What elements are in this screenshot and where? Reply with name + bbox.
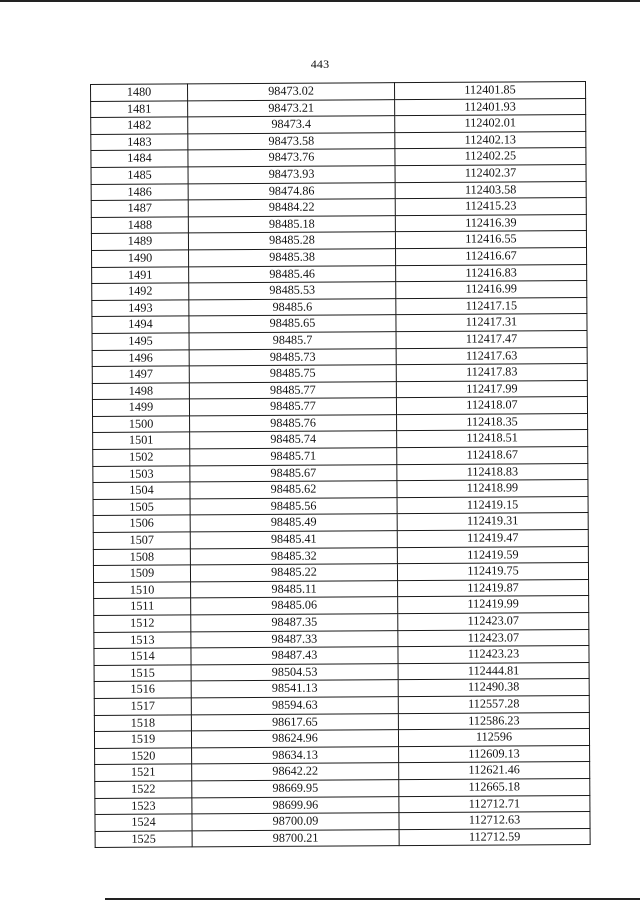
x-coordinate-cell: 98485.38: [189, 249, 396, 267]
point-number-cell: 1505: [93, 499, 190, 516]
point-number-cell: 1506: [93, 515, 190, 532]
y-coordinate-cell: 112712.71: [399, 795, 590, 813]
point-number-cell: 1525: [95, 831, 192, 848]
y-coordinate-cell: 112416.55: [395, 231, 586, 249]
point-number-cell: 1507: [93, 532, 190, 549]
y-coordinate-cell: 112402.13: [395, 131, 586, 149]
y-coordinate-cell: 112417.99: [396, 380, 587, 398]
table-row: [95, 828, 590, 848]
point-number-cell: 1498: [92, 383, 189, 400]
x-coordinate-cell: 98642.22: [192, 763, 399, 781]
point-number-cell: 1484: [91, 150, 188, 167]
y-coordinate-cell: 112557.28: [398, 695, 589, 713]
x-coordinate-cell: 98485.11: [191, 580, 398, 598]
x-coordinate-cell: 98699.96: [192, 796, 399, 814]
y-coordinate-cell: 112423.23: [398, 646, 589, 664]
x-coordinate-cell: 98485.73: [189, 348, 396, 366]
coordinates-table: [90, 81, 591, 848]
x-coordinate-cell: 98485.06: [191, 597, 398, 615]
y-coordinate-cell: 112586.23: [398, 712, 589, 730]
x-coordinate-cell: 98617.65: [191, 713, 398, 731]
y-coordinate-cell: 112423.07: [398, 612, 589, 630]
y-coordinate-cell: 112418.99: [397, 480, 588, 498]
x-coordinate-cell: 98473.4: [188, 116, 395, 134]
point-number-cell: 1499: [92, 399, 189, 416]
y-coordinate-cell: 112596: [398, 729, 589, 747]
x-coordinate-cell: 98485.74: [190, 431, 397, 449]
x-coordinate-cell: 98624.96: [191, 730, 398, 748]
y-coordinate-cell: 112444.81: [398, 662, 589, 680]
x-coordinate-cell: 98700.21: [192, 829, 399, 847]
x-coordinate-cell: 98485.56: [190, 497, 397, 515]
y-coordinate-cell: 112402.37: [395, 164, 586, 182]
x-coordinate-cell: 98473.76: [188, 149, 395, 167]
point-number-cell: 1487: [91, 200, 188, 217]
y-coordinate-cell: 112417.47: [396, 330, 587, 348]
point-number-cell: 1515: [94, 665, 191, 682]
y-coordinate-cell: 112419.75: [397, 563, 588, 581]
point-number-cell: 1504: [93, 482, 190, 499]
x-coordinate-cell: 98485.71: [190, 448, 397, 466]
point-number-cell: 1482: [91, 117, 188, 134]
y-coordinate-cell: 112419.47: [397, 529, 588, 547]
y-coordinate-cell: 112621.46: [399, 762, 590, 780]
x-coordinate-cell: 98485.49: [190, 514, 397, 532]
y-coordinate-cell: 112418.83: [397, 463, 588, 481]
point-number-cell: 1508: [93, 549, 190, 566]
x-coordinate-cell: 98700.09: [192, 813, 399, 831]
point-number-cell: 1502: [93, 449, 190, 466]
y-coordinate-cell: 112712.63: [399, 812, 590, 830]
point-number-cell: 1490: [92, 250, 189, 267]
point-number-cell: 1486: [91, 183, 188, 200]
point-number-cell: 1496: [92, 349, 189, 366]
y-coordinate-cell: 112402.01: [395, 115, 586, 133]
point-number-cell: 1483: [91, 134, 188, 151]
y-coordinate-cell: 112418.35: [397, 413, 588, 431]
x-coordinate-cell: 98485.41: [190, 531, 397, 549]
y-coordinate-cell: 112418.51: [397, 430, 588, 448]
point-number-cell: 1491: [92, 266, 189, 283]
y-coordinate-cell: 112417.15: [396, 297, 587, 315]
x-coordinate-cell: 98634.13: [192, 746, 399, 764]
y-coordinate-cell: 112419.87: [398, 579, 589, 597]
y-coordinate-cell: 112419.59: [397, 546, 588, 564]
x-coordinate-cell: 98485.7: [189, 332, 396, 350]
point-number-cell: 1500: [93, 416, 190, 433]
x-coordinate-cell: 98485.6: [189, 298, 396, 316]
y-coordinate-cell: 112416.67: [396, 247, 587, 265]
point-number-cell: 1503: [93, 466, 190, 483]
y-coordinate-cell: 112403.58: [395, 181, 586, 199]
y-coordinate-cell: 112712.59: [399, 828, 590, 846]
x-coordinate-cell: 98485.46: [189, 265, 396, 283]
y-coordinate-cell: 112418.67: [397, 447, 588, 465]
y-coordinate-cell: 112418.07: [396, 397, 587, 415]
point-number-cell: 1513: [94, 631, 191, 648]
point-number-cell: 1519: [94, 731, 191, 748]
point-number-cell: 1488: [91, 217, 188, 234]
x-coordinate-cell: 98669.95: [192, 780, 399, 798]
x-coordinate-cell: 98541.13: [191, 680, 398, 698]
x-coordinate-cell: 98485.77: [189, 398, 396, 416]
y-coordinate-cell: 112419.15: [397, 496, 588, 514]
y-coordinate-cell: 112402.25: [395, 148, 586, 166]
x-coordinate-cell: 98485.18: [188, 215, 395, 233]
page-number: 443: [310, 57, 330, 71]
x-coordinate-cell: 98485.77: [189, 381, 396, 399]
point-number-cell: 1495: [92, 333, 189, 350]
x-coordinate-cell: 98485.67: [190, 464, 397, 482]
scan-top-edge: [0, 0, 640, 2]
point-number-cell: 1516: [94, 681, 191, 698]
point-number-cell: 1493: [92, 300, 189, 317]
x-coordinate-cell: 98485.28: [188, 232, 395, 250]
point-number-cell: 1518: [94, 714, 191, 731]
x-coordinate-cell: 98484.22: [188, 199, 395, 217]
point-number-cell: 1521: [95, 764, 192, 781]
y-coordinate-cell: 112416.99: [396, 281, 587, 299]
x-coordinate-cell: 98485.53: [189, 282, 396, 300]
coordinates-table-container: [90, 81, 587, 848]
y-coordinate-cell: 112401.85: [394, 81, 585, 99]
scan-bottom-edge: [105, 898, 640, 900]
point-number-cell: 1522: [95, 781, 192, 798]
point-number-cell: 1492: [92, 283, 189, 300]
point-number-cell: 1494: [92, 316, 189, 333]
x-coordinate-cell: 98485.75: [189, 365, 396, 383]
point-number-cell: 1497: [92, 366, 189, 383]
point-number-cell: 1520: [95, 748, 192, 765]
x-coordinate-cell: 98473.21: [188, 99, 395, 117]
point-number-cell: 1511: [94, 598, 191, 615]
y-coordinate-cell: 112417.83: [396, 364, 587, 382]
y-coordinate-cell: 112419.99: [398, 596, 589, 614]
point-number-cell: 1501: [93, 432, 190, 449]
y-coordinate-cell: 112490.38: [398, 679, 589, 697]
point-number-cell: 1480: [91, 84, 188, 101]
point-number-cell: 1517: [94, 698, 191, 715]
y-coordinate-cell: 112609.13: [399, 745, 590, 763]
x-coordinate-cell: 98485.76: [190, 415, 397, 433]
x-coordinate-cell: 98485.65: [189, 315, 396, 333]
point-number-cell: 1485: [91, 167, 188, 184]
y-coordinate-cell: 112417.31: [396, 314, 587, 332]
y-coordinate-cell: 112423.07: [398, 629, 589, 647]
y-coordinate-cell: 112416.39: [395, 214, 586, 232]
x-coordinate-cell: 98487.33: [191, 630, 398, 648]
y-coordinate-cell: 112417.63: [396, 347, 587, 365]
x-coordinate-cell: 98485.32: [190, 547, 397, 565]
point-number-cell: 1510: [94, 582, 191, 599]
point-number-cell: 1524: [95, 814, 192, 831]
point-number-cell: 1512: [94, 615, 191, 632]
x-coordinate-cell: 98487.35: [191, 614, 398, 632]
point-number-cell: 1523: [95, 797, 192, 814]
x-coordinate-cell: 98594.63: [191, 697, 398, 715]
x-coordinate-cell: 98473.58: [188, 132, 395, 150]
y-coordinate-cell: 112415.23: [395, 198, 586, 216]
x-coordinate-cell: 98473.02: [188, 83, 395, 101]
x-coordinate-cell: 98485.62: [190, 481, 397, 499]
x-coordinate-cell: 98487.43: [191, 647, 398, 665]
x-coordinate-cell: 98485.22: [190, 564, 397, 582]
y-coordinate-cell: 112416.83: [396, 264, 587, 282]
point-number-cell: 1481: [91, 100, 188, 117]
y-coordinate-cell: 112665.18: [399, 778, 590, 796]
x-coordinate-cell: 98504.53: [191, 663, 398, 681]
y-coordinate-cell: 112419.31: [397, 513, 588, 531]
x-coordinate-cell: 98474.86: [188, 182, 395, 200]
coordinates-table-body: [91, 81, 591, 847]
x-coordinate-cell: 98473.93: [188, 166, 395, 184]
point-number-cell: 1514: [94, 648, 191, 665]
y-coordinate-cell: 112401.93: [395, 98, 586, 116]
point-number-cell: 1509: [93, 565, 190, 582]
point-number-cell: 1489: [91, 233, 188, 250]
